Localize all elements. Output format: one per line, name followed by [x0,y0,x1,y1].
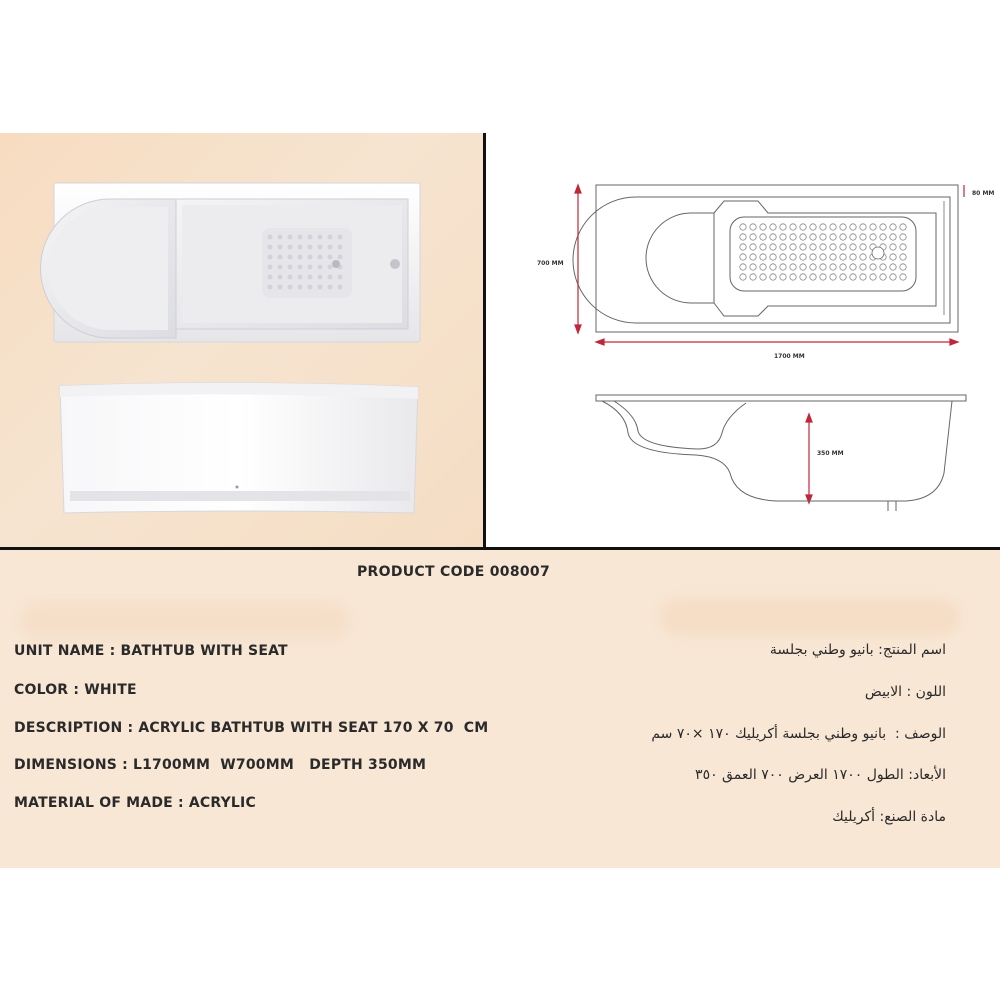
spec-color-en: COLOR : WHITE [14,682,137,698]
spec-dimensions-en: DIMENSIONS : L1700MM W700MM DEPTH 350MM [14,757,427,773]
spec-material-ar: مادة الصنع: أكريليك [832,809,946,825]
spec-description-en: DESCRIPTION : ACRYLIC BATHTUB WITH SEAT 170 X 70 CM [14,720,489,736]
length-dimension-label: 1700 MM [774,353,805,360]
spec-dimensions-ar: الأبعاد: الطول ١٧٠٠ العرض ٧٠٠ العمق ٣٥٠ [695,767,946,783]
faded-watermark-right [660,598,960,636]
bathtub-front-view [60,383,418,513]
depth-dimension-label: 350 MM [817,450,844,457]
product-sheet [0,133,1000,868]
bathtub-top-view [41,183,421,342]
spec-unit-name-en: UNIT NAME : BATHTUB WITH SEAT [14,643,288,659]
spec-material-en: MATERIAL OF MADE : ACRYLIC [14,795,256,811]
spec-description-ar: الوصف : بانيو وطني بجلسة أكريليك ١٧٠ ×٧٠ سم [651,726,946,742]
rim-dimension-label: 80 MM [972,190,995,197]
spec-color-ar: اللون : الابيض [864,684,946,700]
width-dimension-label: 700 MM [537,260,564,267]
technical-drawing-panel [483,133,1000,548]
overflow-icon [390,259,400,269]
faded-watermark-left [20,602,350,640]
spec-unit-name-ar: اسم المنتج: بانيو وطني بجلسة [769,642,946,658]
drain-icon [332,260,340,268]
bathtub-photo [0,133,483,548]
product-photo-panel [0,133,483,548]
anti-slip-dots-drawing [740,224,906,280]
technical-drawing [486,133,1000,548]
product-info [0,550,1000,868]
side-elevation-drawing [596,395,966,511]
dimension-arrows [575,185,964,503]
product-code: PRODUCT CODE 008007 [357,564,551,580]
